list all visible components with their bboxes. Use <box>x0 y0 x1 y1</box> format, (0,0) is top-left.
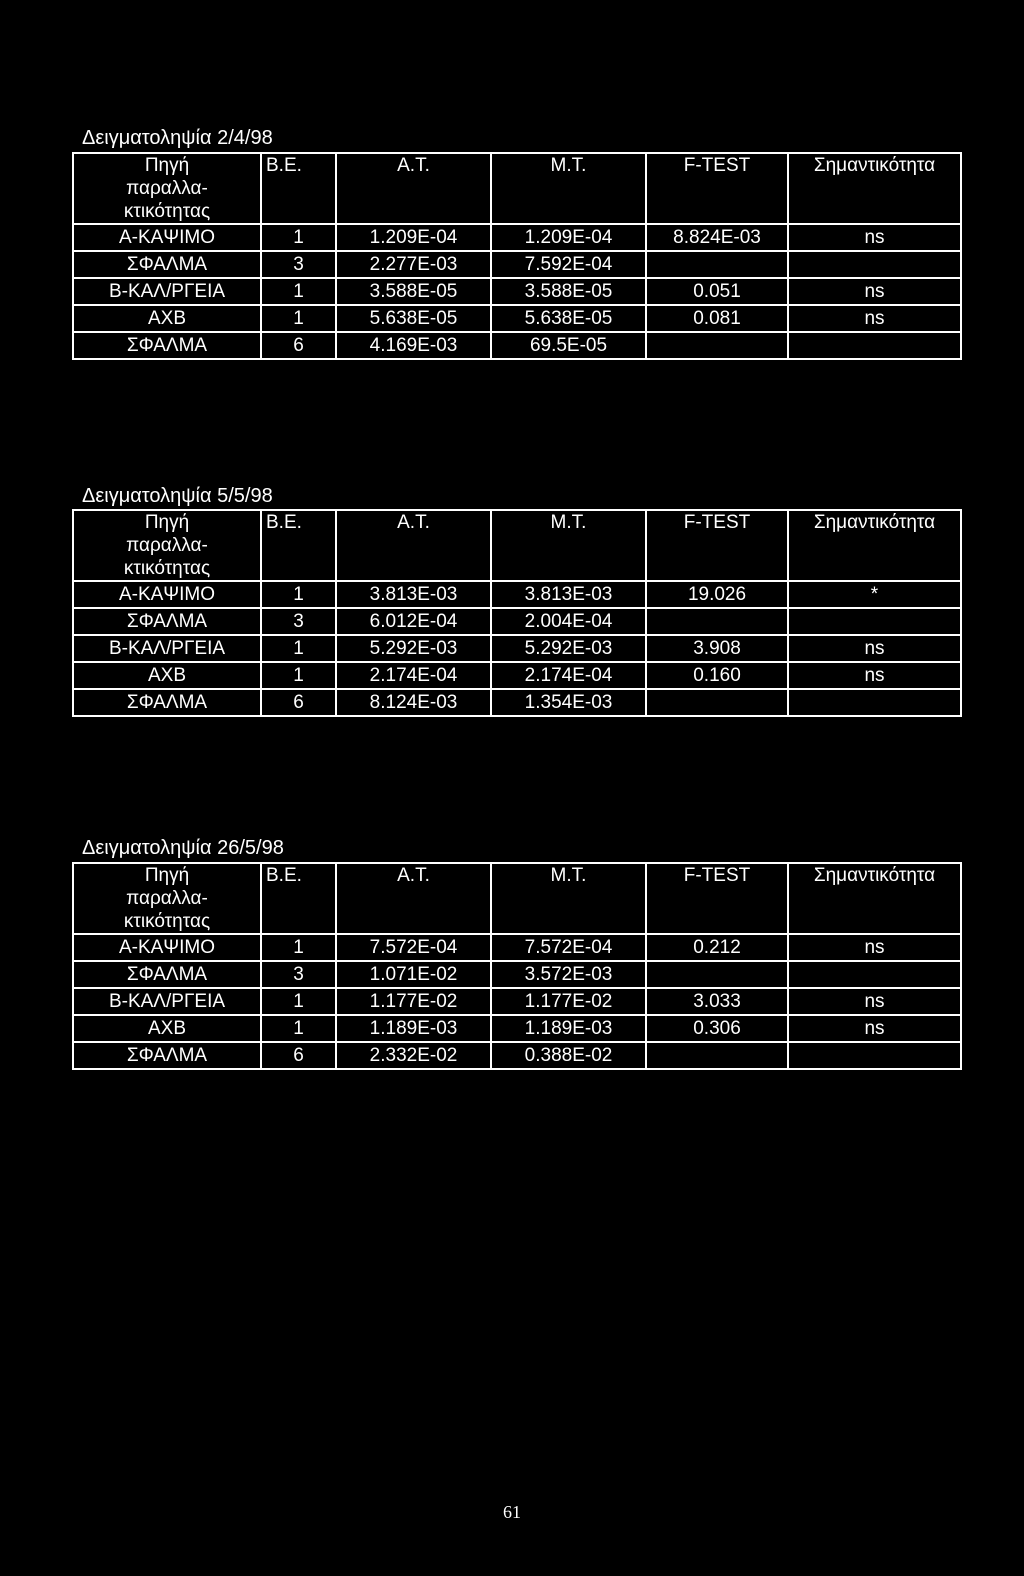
ms-cell: 2.174E-04 <box>491 662 646 689</box>
table-header-row <box>73 510 961 581</box>
ss-cell: 5.638E-05 <box>336 305 491 332</box>
f-cell <box>646 332 788 359</box>
sig-cell: * <box>788 581 961 608</box>
source-cell: Β-ΚΑΛ/ΡΓΕΙΑ <box>73 278 261 305</box>
source-header-line: κτικότητας <box>123 911 211 932</box>
source-cell: Α-ΚΑΨΙΜΟ <box>73 581 261 608</box>
source-cell: ΣΦΑΛΜΑ <box>73 689 261 716</box>
source-header-line: Πηγή <box>144 512 190 533</box>
table-row <box>73 1042 961 1069</box>
ss-cell: 2.277E-03 <box>336 251 491 278</box>
source-cell: ΣΦΑΛΜΑ <box>73 332 261 359</box>
ss-cell: 1.177E-02 <box>336 988 491 1015</box>
significance-header: Σημαντικότητα <box>788 153 961 224</box>
f-cell: 3.033 <box>646 988 788 1015</box>
source-header-line: παραλλα- <box>126 535 208 556</box>
source-cell: ΣΦΑΛΜΑ <box>73 1042 261 1069</box>
table-header-row <box>73 153 961 224</box>
ss-header: Α.Τ. <box>336 510 491 581</box>
ms-cell: 5.292E-03 <box>491 635 646 662</box>
ss-cell: 1.071E-02 <box>336 961 491 988</box>
df-cell: 1 <box>261 988 336 1015</box>
table-row <box>73 581 961 608</box>
ftest-header: F-TEST <box>646 510 788 581</box>
sig-cell <box>788 1042 961 1069</box>
f-cell: 3.908 <box>646 635 788 662</box>
source-header-line: παραλλα- <box>126 888 208 909</box>
ms-cell: 69.5E-05 <box>491 332 646 359</box>
ss-cell: 6.012E-04 <box>336 608 491 635</box>
sig-cell: ns <box>788 662 961 689</box>
sig-cell: ns <box>788 635 961 662</box>
df-cell: 1 <box>261 662 336 689</box>
ss-cell: 1.189E-03 <box>336 1015 491 1042</box>
ftest-header: F-TEST <box>646 863 788 934</box>
source-cell: ΑΧΒ <box>73 662 261 689</box>
ss-cell: 3.813E-03 <box>336 581 491 608</box>
ms-cell: 1.209E-04 <box>491 224 646 251</box>
source-header-line: παραλλα- <box>126 178 208 199</box>
ftest-header: F-TEST <box>646 153 788 224</box>
ss-cell: 2.332E-02 <box>336 1042 491 1069</box>
table-3-title: Δειγματοληψία 26/5/98 <box>82 837 284 859</box>
table-row <box>73 305 961 332</box>
df-header: Β.Ε. <box>261 510 336 581</box>
ms-cell: 3.813E-03 <box>491 581 646 608</box>
source-cell: ΑΧΒ <box>73 1015 261 1042</box>
source-header <box>73 510 261 581</box>
f-cell: 0.160 <box>646 662 788 689</box>
source-cell: ΣΦΑΛΜΑ <box>73 608 261 635</box>
source-header <box>73 863 261 934</box>
sig-cell <box>788 689 961 716</box>
f-cell: 0.051 <box>646 278 788 305</box>
df-cell: 1 <box>261 305 336 332</box>
ss-header: Α.Τ. <box>336 863 491 934</box>
table-row <box>73 608 961 635</box>
ms-cell: 2.004E-04 <box>491 608 646 635</box>
df-cell: 1 <box>261 581 336 608</box>
table-row <box>73 961 961 988</box>
source-cell: ΣΦΑΛΜΑ <box>73 961 261 988</box>
f-cell: 0.081 <box>646 305 788 332</box>
df-cell: 3 <box>261 251 336 278</box>
source-header-line: κτικότητας <box>123 201 211 222</box>
table-row <box>73 689 961 716</box>
table-row <box>73 635 961 662</box>
sig-cell: ns <box>788 305 961 332</box>
table-1-title: Δειγματοληψία 2/4/98 <box>82 127 273 149</box>
table-row <box>73 988 961 1015</box>
table-row <box>73 934 961 961</box>
df-cell: 1 <box>261 224 336 251</box>
anova-table-3 <box>72 862 962 1070</box>
df-cell: 1 <box>261 635 336 662</box>
f-cell: 0.306 <box>646 1015 788 1042</box>
ms-cell: 1.177E-02 <box>491 988 646 1015</box>
ms-cell: 1.354E-03 <box>491 689 646 716</box>
table-row <box>73 224 961 251</box>
ss-header: Α.Τ. <box>336 153 491 224</box>
source-header <box>73 153 261 224</box>
ms-cell: 3.572E-03 <box>491 961 646 988</box>
df-cell: 1 <box>261 278 336 305</box>
df-cell: 3 <box>261 961 336 988</box>
ms-cell: 7.572E-04 <box>491 934 646 961</box>
anova-table-1 <box>72 152 962 360</box>
ms-header: Μ.Τ. <box>491 153 646 224</box>
sig-cell: ns <box>788 988 961 1015</box>
f-cell: 0.212 <box>646 934 788 961</box>
significance-header: Σημαντικότητα <box>788 863 961 934</box>
df-header: Β.Ε. <box>261 863 336 934</box>
ms-cell: 5.638E-05 <box>491 305 646 332</box>
ms-cell: 7.592E-04 <box>491 251 646 278</box>
f-cell <box>646 961 788 988</box>
ss-cell: 1.209E-04 <box>336 224 491 251</box>
sig-cell <box>788 251 961 278</box>
ss-cell: 7.572E-04 <box>336 934 491 961</box>
ms-header: Μ.Τ. <box>491 863 646 934</box>
df-cell: 3 <box>261 608 336 635</box>
table-2-title: Δειγματοληψία 5/5/98 <box>82 485 273 507</box>
df-cell: 6 <box>261 689 336 716</box>
table-row <box>73 662 961 689</box>
source-cell: Α-ΚΑΨΙΜΟ <box>73 934 261 961</box>
table-row <box>73 1015 961 1042</box>
sig-cell: ns <box>788 934 961 961</box>
sig-cell: ns <box>788 1015 961 1042</box>
f-cell <box>646 689 788 716</box>
ss-cell: 2.174E-04 <box>336 662 491 689</box>
df-cell: 6 <box>261 1042 336 1069</box>
df-header: Β.Ε. <box>261 153 336 224</box>
ms-header: Μ.Τ. <box>491 510 646 581</box>
source-header-line: Πηγή <box>144 155 190 176</box>
source-cell: ΣΦΑΛΜΑ <box>73 251 261 278</box>
table-row <box>73 251 961 278</box>
df-cell: 1 <box>261 1015 336 1042</box>
f-cell: 19.026 <box>646 581 788 608</box>
table-row <box>73 278 961 305</box>
significance-header: Σημαντικότητα <box>788 510 961 581</box>
sig-cell: ns <box>788 278 961 305</box>
ms-cell: 1.189E-03 <box>491 1015 646 1042</box>
source-cell: ΑΧΒ <box>73 305 261 332</box>
ss-cell: 5.292E-03 <box>336 635 491 662</box>
source-cell: Β-ΚΑΛ/ΡΓΕΙΑ <box>73 635 261 662</box>
ms-cell: 0.388E-02 <box>491 1042 646 1069</box>
df-cell: 1 <box>261 934 336 961</box>
sig-cell <box>788 961 961 988</box>
ss-cell: 3.588E-05 <box>336 278 491 305</box>
source-cell: Α-ΚΑΨΙΜΟ <box>73 224 261 251</box>
df-cell: 6 <box>261 332 336 359</box>
ms-cell: 3.588E-05 <box>491 278 646 305</box>
page-number: 61 <box>503 1502 521 1522</box>
source-header-line: Πηγή <box>144 865 190 886</box>
table-header-row <box>73 863 961 934</box>
ss-cell: 4.169E-03 <box>336 332 491 359</box>
f-cell: 8.824E-03 <box>646 224 788 251</box>
anova-table-2 <box>72 509 962 717</box>
sig-cell: ns <box>788 224 961 251</box>
f-cell <box>646 608 788 635</box>
f-cell <box>646 251 788 278</box>
ss-cell: 8.124E-03 <box>336 689 491 716</box>
f-cell <box>646 1042 788 1069</box>
table-row <box>73 332 961 359</box>
source-header-line: κτικότητας <box>123 558 211 579</box>
source-cell: Β-ΚΑΛ/ΡΓΕΙΑ <box>73 988 261 1015</box>
sig-cell <box>788 608 961 635</box>
sig-cell <box>788 332 961 359</box>
